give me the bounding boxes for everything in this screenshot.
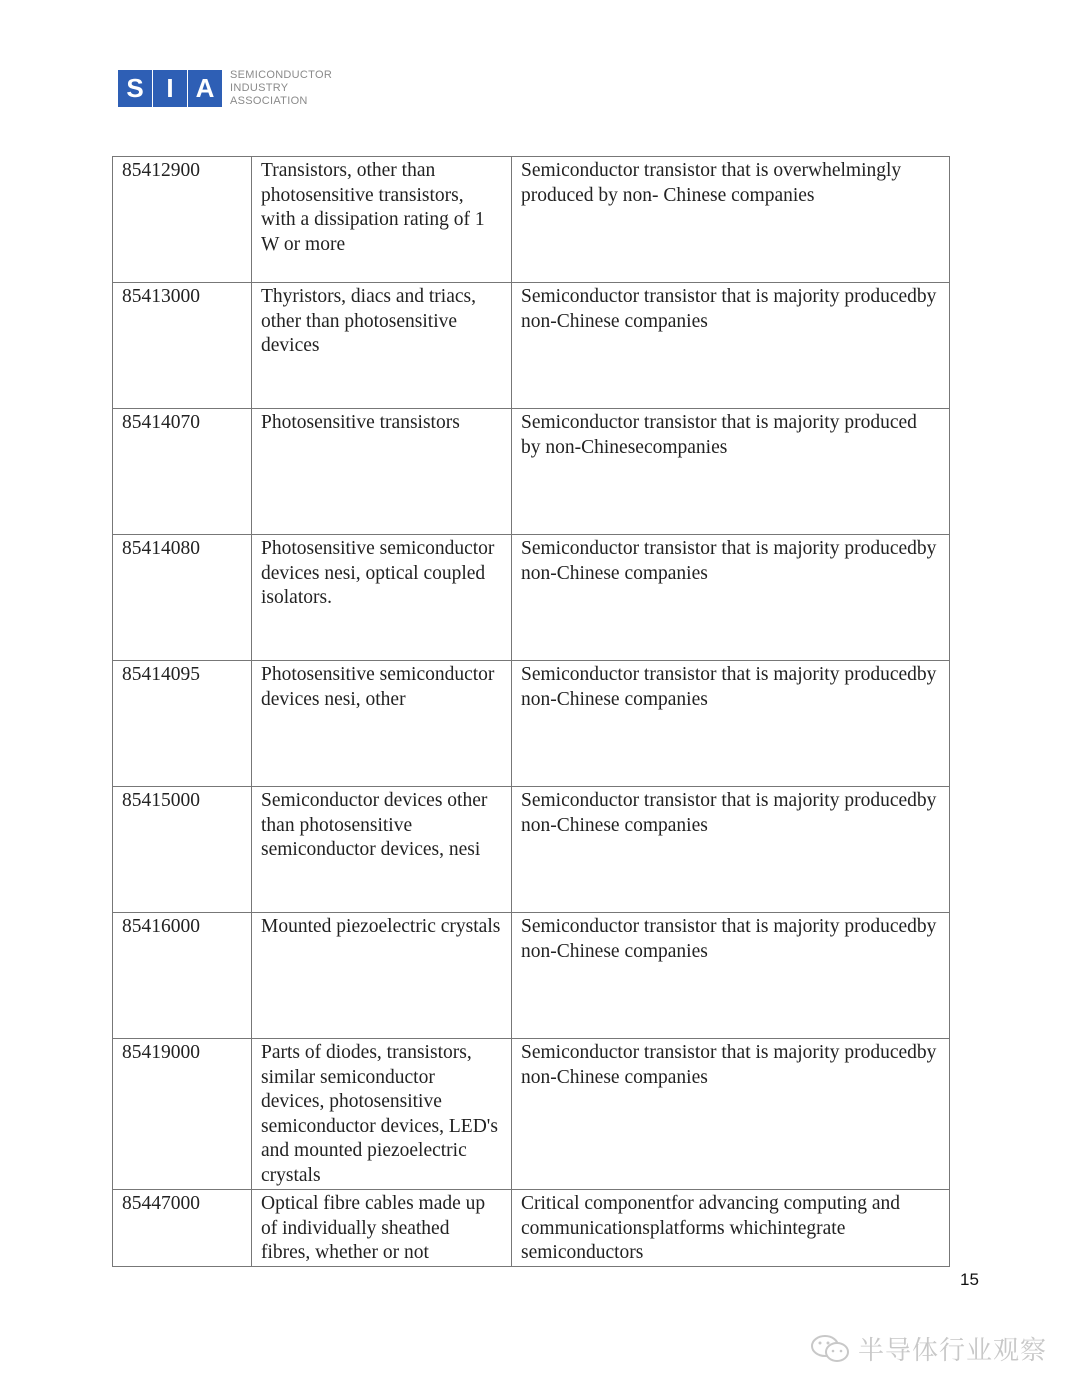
table-row bbox=[113, 283, 950, 409]
rationale-cell: Semiconductor transistor that is majority producedby non-Chinese companies bbox=[512, 535, 950, 661]
rationale-cell: Semiconductor transistor that is majority producedby non-Chinese companies bbox=[512, 787, 950, 913]
logo-wordmark bbox=[230, 69, 332, 108]
rationale-cell: Semiconductor transistor that is majority producedby non-Chinese companies bbox=[512, 1039, 950, 1190]
hs-code-cell: 85415000 bbox=[113, 787, 252, 913]
description-cell: Photosensitive transistors bbox=[252, 409, 512, 535]
logo-letter: I bbox=[153, 70, 188, 107]
table-row bbox=[113, 1039, 950, 1190]
description-cell: Semiconductor devices other than photosensitive semiconductor devices, nesi bbox=[252, 787, 512, 913]
hs-code-cell: 85414080 bbox=[113, 535, 252, 661]
table-row bbox=[113, 787, 950, 913]
hs-code-cell: 85447000 bbox=[113, 1190, 252, 1267]
description-cell: Photosensitive semiconductor devices nesi, other bbox=[252, 661, 512, 787]
rationale-cell: Critical componentfor advancing computing and communicationsplatforms whichintegrate semiconductors bbox=[512, 1190, 950, 1267]
logo-text-line: ASSOCIATION bbox=[230, 95, 308, 107]
description-cell: Mounted piezoelectric crystals bbox=[252, 913, 512, 1039]
hs-code-cell: 85416000 bbox=[113, 913, 252, 1039]
hs-code-table bbox=[112, 156, 950, 1267]
table-row bbox=[113, 913, 950, 1039]
logo-letter: A bbox=[195, 73, 215, 103]
wechat-icon bbox=[810, 1334, 852, 1364]
table-row bbox=[113, 409, 950, 535]
rationale-cell: Semiconductor transistor that is majority producedby non-Chinese companies bbox=[512, 283, 950, 409]
logo-letter: S bbox=[118, 70, 153, 107]
rationale-cell: Semiconductor transistor that is majority producedby non-Chinese companies bbox=[512, 913, 950, 1039]
table-row bbox=[113, 157, 950, 283]
logo-mark bbox=[118, 70, 222, 107]
table-row bbox=[113, 1190, 950, 1267]
watermark-text: 半导体行业观察 bbox=[858, 1336, 1048, 1366]
hs-code-cell: 85412900 bbox=[113, 157, 252, 283]
logo-text-line: INDUSTRY bbox=[230, 82, 289, 94]
hs-code-cell: 85419000 bbox=[113, 1039, 252, 1190]
hs-code-cell: 85414070 bbox=[113, 409, 252, 535]
sia-logo bbox=[118, 69, 332, 108]
page-number: 15 bbox=[960, 1270, 979, 1289]
hs-code-cell: 85413000 bbox=[113, 283, 252, 409]
rationale-cell: Semiconductor transistor that is majority producedby non-Chinese companies bbox=[512, 661, 950, 787]
hs-code-cell: 85414095 bbox=[113, 661, 252, 787]
logo-text-line: SEMICONDUCTOR bbox=[230, 69, 333, 81]
description-cell: Optical fibre cables made up of individually sheathed fibres, whether or not bbox=[252, 1190, 512, 1267]
watermark bbox=[810, 1330, 1047, 1367]
rationale-cell: Semiconductor transistor that is majority produced by non-Chinesecompanies bbox=[512, 409, 950, 535]
description-cell: Transistors, other than photosensitive transistors, with a dissipation rating of 1 W or more bbox=[252, 157, 512, 283]
description-cell: Photosensitive semiconductor devices nesi, optical coupled isolators. bbox=[252, 535, 512, 661]
table-row bbox=[113, 661, 950, 787]
table-row bbox=[113, 535, 950, 661]
rationale-cell: Semiconductor transistor that is overwhelmingly produced by non- Chinese companies bbox=[512, 157, 950, 283]
description-cell: Parts of diodes, transistors, similar semiconductor devices, photosensitive semiconductor devices, LED's and mounted piezoelectric crystals bbox=[252, 1039, 512, 1190]
description-cell: Thyristors, diacs and triacs, other than photosensitive devices bbox=[252, 283, 512, 409]
